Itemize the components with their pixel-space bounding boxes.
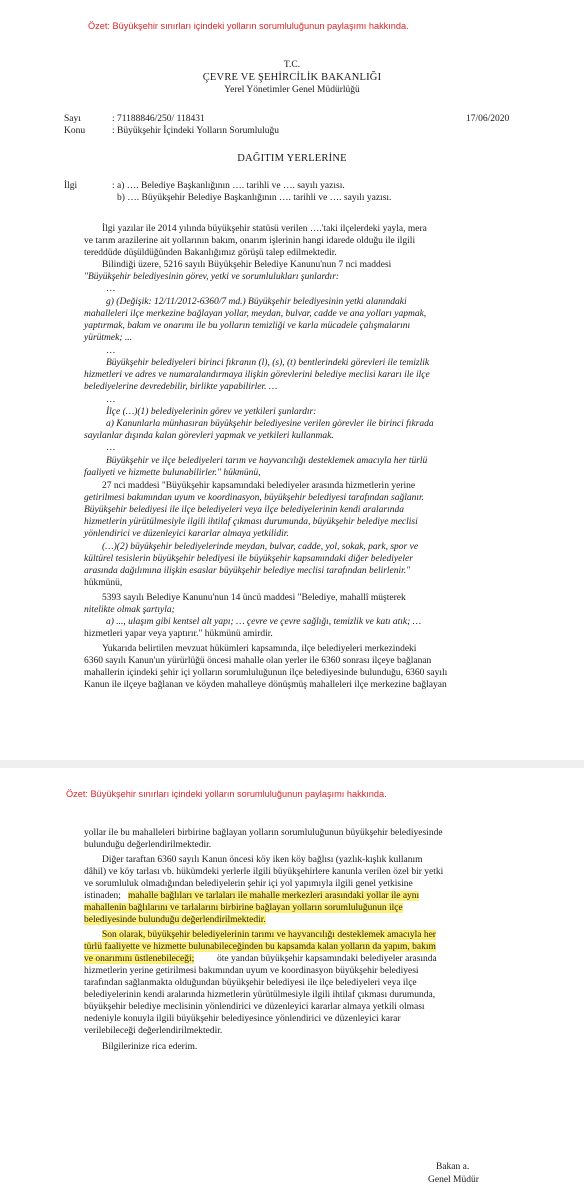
body-line: (…)(2) büyükşehir belediyelerinde meydan, bulvar, cadde, yol, sokak, park, spor ve <box>102 542 419 552</box>
body-line: nitelikte olmak şartıyla; <box>84 605 175 615</box>
body-line: mahalleleri ilçe merkezine bağlayan yollar, meydan, bulvar, cadde ve ana yolları yapmak, <box>84 309 427 319</box>
body-line: Diğer taraftan 6360 sayılı Kanun öncesi köy iken köy bağlısı (yazlık-kışlık kullanım <box>102 855 423 865</box>
body-line: verilebileceği değerlendirilmektedir. <box>84 1026 223 1036</box>
body-line: Bilgilerinize rica ederim. <box>102 1042 198 1052</box>
konu-label: Konu <box>64 126 86 136</box>
body-line: … <box>106 346 116 356</box>
body-line: Büyükşehir belediyeleri birinci fıkranın (l), (s), (t) bentlerindeki görevleri ile temizlik <box>106 358 430 368</box>
summary-header: Özet: Büyükşehir sınırları içindeki yolların sorumluluğunun paylaşımı hakkında. <box>66 789 387 799</box>
body-line: faaliyeti ve hizmette bulunabilirler." hükmünü, <box>84 468 261 478</box>
body-line: Büyükşehir belediyesi ile ilçe belediyeleri veya ilçe belediyelerinin kendi aralarında <box>84 505 404 515</box>
body-line: Büyükşehir ve ilçe belediyeleri tarım ve hayvancılığı desteklemek amacıyla her türlü <box>106 456 428 466</box>
letterhead-directorate: Yerel Yönetimler Genel Müdürlüğü <box>224 85 360 95</box>
body-line: hizmetleri ve adres ve numaralandırmaya ilişkin görevlerini belediye meclisi kararı ile ilçe <box>84 370 430 380</box>
highlighted-text: ve onarımını üstlenebileceği; <box>84 954 195 964</box>
body-line: büyükşehir belediye meclisinin yönlendirici ve düzenleyici kararlar almaya yetkili olması <box>84 1002 425 1012</box>
body-line: yollar ile bu mahalleleri birbirine bağlayan yolların sorumluluğunun büyükşehir belediyesinde <box>84 828 443 838</box>
highlighted-text: belediyesinde bulunduğu değerlendirilmektedir. <box>84 915 266 925</box>
highlighted-text: türlü faaliyette ve hizmette bulunabileceğinden bu kapsamda kalan yolların da yapım, bakım <box>84 942 436 952</box>
document-page-2 <box>0 768 584 1200</box>
ilgi-b: b) …. Büyükşehir Belediye Başkanlığının …. tarihli ve …. sayılı yazısı. <box>117 193 392 203</box>
body-line: … <box>106 443 116 453</box>
body-line: hizmetlerin yerine getirilmesi bakımından uyum ve koordinasyon büyükşehir belediyesi <box>84 966 419 976</box>
distribution-title: DAĞITIM YERLERİNE <box>237 153 347 164</box>
body-line: "Büyükşehir belediyesinin görev, yetki ve sorumlulukları şunlardır: <box>84 272 340 282</box>
body-line: … <box>106 395 116 405</box>
body-line: a) Kanunlarla münhasıran büyükşehir belediyesine verilen görevler ile birinci fıkrada <box>106 419 434 429</box>
body-line: İlçe (…)(1) belediyelerinin görev ve yetkileri şunlardır: <box>106 407 317 417</box>
body-line: Yukarıda belirtilen mevzuat hükümleri kapsamında, ilçe belediyeleri merkezindeki <box>102 644 417 654</box>
summary-header: Özet: Büyükşehir sınırları içindeki yolların sorumluluğunun paylaşımı hakkında. <box>88 21 409 31</box>
body-line: mahallerin içindeki şehir içi yolların sorumluluğunun ilçe belediyesinde bulunduğu, 6360 sayılı <box>84 668 448 678</box>
page-gap <box>0 760 584 768</box>
highlighted-text: mahallenin bağlılarını ve tarlalarını birbirine bağlayan yolların sorumluluğunun ilçe <box>84 903 403 913</box>
body-line: istinaden; <box>84 891 121 901</box>
body-line: belediyelerinin kendi aralarında hizmetlerin yürütülmesiyle ilgili ihtilaf çıkması durumunda, <box>84 990 436 1000</box>
body-line: a) ..., ulaşım gibi kentsel alt yapı; … çevre ve çevre sağlığı, temizlik ve katı atık; … <box>106 617 422 627</box>
body-line: Kanun ile ilçeye bağlanan ve köyden mahalleye dönüşmüş mahalleleri ilçe merkezine bağlayan <box>84 680 447 690</box>
body-line: öte yandan büyükşehir kapsamındaki belediyeler arasında <box>217 954 437 964</box>
ilgi-label: İlgi <box>64 181 78 191</box>
body-line: yürütmek; ... <box>84 333 133 343</box>
highlighted-text: mahalle bağlıları ve tarlaları ile mahalle merkezleri arasındaki yollar ile aynı <box>128 891 420 901</box>
body-line: nedeniyle konuyla ilgili büyükşehir belediyesince yönlendirici ve düzenleyici karar <box>84 1014 401 1024</box>
body-line: yaptırmak, bakım ve onarımı ile bu yolların temizliği ve karla mücadele çalışmalarını <box>84 321 411 331</box>
signature-line-2: Genel Müdür <box>428 1175 479 1185</box>
sayi-label: Sayı <box>64 114 81 124</box>
sayi-value: : 71188846/250/ 118431 <box>112 114 205 124</box>
body-line: arasında dağılımına ilişkin esaslar büyükşehir belediye meclisi tarafından belirlenir." <box>84 566 411 576</box>
body-line: İlgi yazılar ile 2014 yılında büyükşehir statüsü verilen ….'taki ilçelerdeki yayla, mera <box>102 224 427 234</box>
body-line: tereddüde düşüldüğünden Bakanlığımız görüşü talep edilmektedir. <box>84 248 337 258</box>
body-line: hizmetlerin yürütülmesiyle ilgili ihtilaf çıkması durumunda, büyükşehir belediye meclisi <box>84 517 418 527</box>
document-date: 17/06/2020 <box>466 114 510 124</box>
body-line: Bilindiği üzere, 5216 sayılı Büyükşehir Belediye Kanunu'nun 7 nci maddesi <box>102 260 392 270</box>
letterhead-ministry: ÇEVRE VE ŞEHİRCİLİK BAKANLIĞI <box>202 72 382 83</box>
body-line: hizmetleri yapar veya yaptırır." hükmünü amirdir. <box>84 629 273 639</box>
body-line: sayılanlar dışında kalan görevleri yapmak ve yetkileri kullanmak. <box>84 431 334 441</box>
body-line: 27 nci maddesi "Büyükşehir kapsamındaki belediyeler arasında hizmetlerin yerine <box>102 481 416 491</box>
body-line: 6360 sayılı Kanun'un yürürlüğü öncesi mahalle olan yerler ile 6360 sonrası ilçeye bağlanan <box>84 656 432 666</box>
body-line: belediyelerine devredebilir, birlikte yapabilirler. … <box>84 382 278 392</box>
body-line: ve sorumluluk olmadığından belediyelerin şehir içi yol yapımıyla ilgili genel yetkisine <box>84 879 413 889</box>
body-line: … <box>106 284 116 294</box>
letterhead-tc: T.C. <box>283 60 301 70</box>
body-line: kültürel tesislerin büyükşehir belediyesi ile büyükşehir kapsamındaki diğer belediyeler <box>84 554 413 564</box>
signature-line-1: Bakan a. <box>436 1162 470 1172</box>
body-line: getirilmesi bakımından uyum ve koordinasyon, büyükşehir belediyesi tarafından sağlanır. <box>84 493 425 503</box>
highlighted-text: Son olarak, büyükşehir belediyelerinin tarımı ve hayvancılığı desteklemek amacıyla her <box>102 930 436 940</box>
body-line: hükmünü, <box>84 578 123 588</box>
body-line: g) (Değişik: 12/11/2012-6360/7 md.) Büyükşehir belediyesinin yetki alanındaki <box>106 297 407 307</box>
body-line: tarafından sağlanmakta olduğundan büyükşehir belediyesi ile ilçe belediyeleri veya ilçe <box>84 978 417 988</box>
ilgi-a: : a) …. Belediye Başkanlığının …. tarihli ve …. sayılı yazısı. <box>112 181 345 191</box>
body-line: 5393 sayılı Belediye Kanunu'nun 14 üncü maddesi "Belediye, mahallî müşterek <box>102 593 406 603</box>
body-line: yönlendirici ve düzenleyici kararlar almaya yetkilidir. <box>84 529 289 539</box>
body-line: ve tarım arazilerine ait yollarının bakım, onarım işlerinin hangi idarede olduğu ile ilgili <box>84 236 416 246</box>
body-line: bulunduğu değerlendirilmektedir. <box>84 840 212 850</box>
konu-value: : Büyükşehir İçindeki Yolların Sorumluluğu <box>112 126 280 136</box>
body-line: dâhil) ve köy tarlası vb. hükümdeki yerlerle ilgili büyükşehirlere kanunla verilen özel bir yetki <box>84 867 444 877</box>
